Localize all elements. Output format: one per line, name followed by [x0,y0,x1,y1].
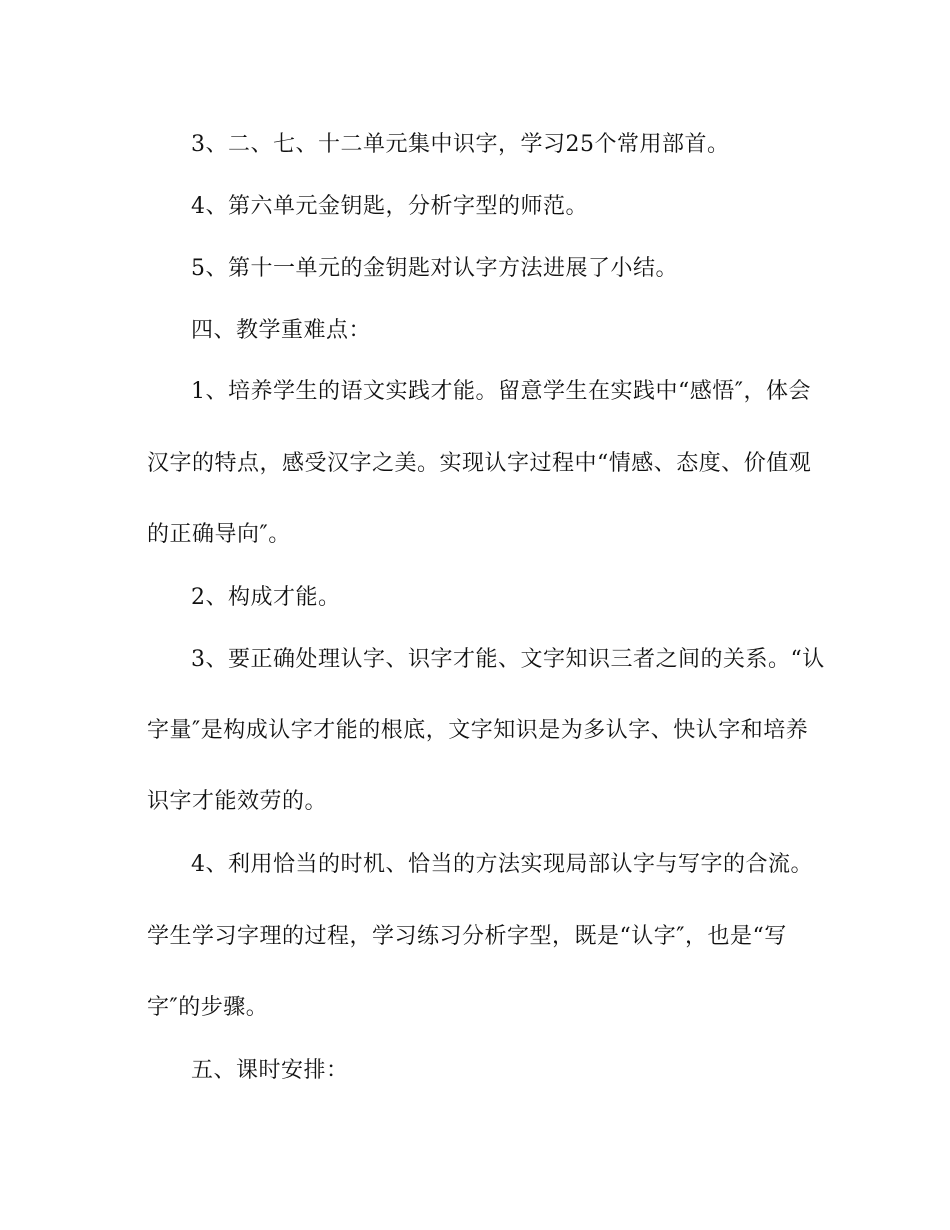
paragraph-line: 学生学习字理的过程，学习练习分析字型，既是“认字″，也是“写 [147,924,787,949]
paragraph-line: 1、培养学生的语文实践才能。留意学生在实践中“感悟″，体会 [191,379,811,404]
paragraph-line: 的正确导向″。 [147,522,291,547]
paragraph-line: 4、利用恰当的时机、恰当的方法实现局部认字与写字的合流。 [191,852,813,877]
paragraph-line: 4、第六单元金钥匙，分析字型的师范。 [191,194,588,219]
paragraph-line: 3、二、七、十二单元集中识字，学习25个常用部首。 [191,132,730,157]
paragraph-line: 汉字的特点，感受汉字之美。实现认字过程中“情感、态度、价值观 [147,451,812,476]
paragraph-line: 字量″是构成认字才能的根底，文字知识是为多认字、快认字和培养 [147,718,809,743]
paragraph-line: 3、要正确处理认字、识字才能、文字知识三者之间的关系。“认 [191,647,825,672]
paragraph-line: 识字才能效劳的。 [147,789,328,814]
paragraph-line: 5、第十一单元的金钥匙对认字方法进展了小结。 [191,256,678,281]
section-heading: 四、教学重难点： [191,318,372,343]
paragraph-line: 字″的步骤。 [147,995,269,1020]
section-heading: 五、课时安排： [191,1058,349,1083]
paragraph-line: 2、构成才能。 [191,585,341,610]
